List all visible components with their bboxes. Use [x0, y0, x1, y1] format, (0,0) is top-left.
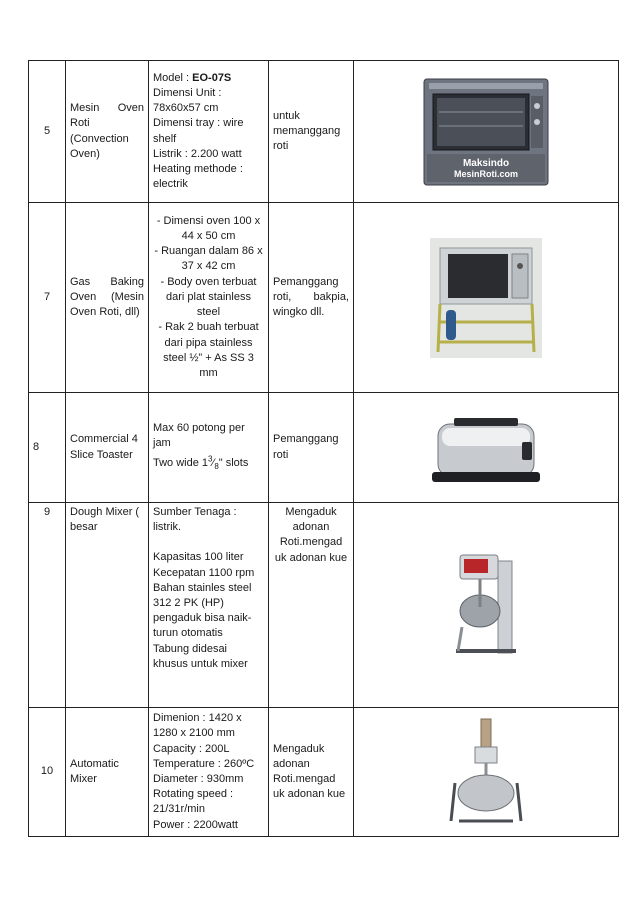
image-caption-brand: Maksindo	[462, 157, 510, 169]
dough-mixer-icon	[450, 551, 522, 659]
equipment-use: Mengaduk adonan Roti.mengad uk adonan kue	[269, 708, 354, 837]
automatic-mixer-icon	[449, 717, 523, 827]
equipment-name: Automatic Mixer	[66, 708, 149, 837]
row-number: 10	[29, 708, 66, 837]
spec-line-2: Two wide $1^3⁄_8$" slots	[153, 454, 249, 472]
equipment-name: Dough Mixer ( besar	[66, 503, 149, 708]
equipment-name: Commercial 4 Slice Toaster	[66, 393, 149, 503]
equipment-name: Mesin Oven Roti (Convection Oven)	[66, 61, 149, 203]
spec-line-1: Max 60 potong per jam	[153, 421, 245, 449]
equipment-image	[354, 708, 619, 837]
convection-oven-icon	[423, 78, 549, 186]
row-number: 7	[29, 203, 66, 393]
spec-model-label: Model :	[153, 71, 193, 84]
equipment-use: Pemanggang roti	[269, 393, 354, 503]
equipment-table	[28, 60, 619, 837]
spec-model-value: EO-07S	[192, 71, 232, 84]
spec-top: Dimenion : 1420 x 1280 x 2100 mm	[153, 712, 242, 740]
equipment-image	[354, 503, 619, 708]
equipment-spec	[149, 393, 269, 503]
equipment-use: Pemanggang roti, bakpia, wingko dll.	[269, 203, 354, 393]
equipment-image	[354, 393, 619, 503]
table-row	[29, 393, 619, 503]
equipment-use: untuk memanggang roti	[269, 61, 354, 203]
spec-details: Dimensi Unit : 78x60x57 cm Dimensi tray : wire shelf Listrik : 2.200 watt Heating methode : electrik	[153, 86, 244, 191]
toaster-icon	[428, 406, 544, 490]
row-number: 8	[29, 393, 66, 503]
equipment-spec	[149, 708, 269, 837]
equipment-image	[354, 203, 619, 393]
gas-baking-oven-icon	[430, 238, 542, 358]
table-row	[29, 61, 619, 203]
equipment-name: Gas Baking Oven (Mesin Oven Roti, dll)	[66, 203, 149, 393]
equipment-spec	[149, 61, 269, 203]
image-caption-site: MesinRoti.com	[453, 168, 519, 179]
equipment-image	[354, 61, 619, 203]
table-row	[29, 708, 619, 837]
row-number: 9	[29, 503, 66, 708]
row-number: 5	[29, 61, 66, 203]
equipment-spec: - Dimensi oven 100 x 44 x 50 cm - Ruangan dalam 86 x 37 x 42 cm - Body oven terbuat dari plat stainless steel - Rak 2 buah terbuat dari pipa stainless steel ½” + As SS 3 mm	[149, 203, 269, 393]
table-row	[29, 503, 619, 708]
equipment-spec	[149, 503, 269, 708]
table-row	[29, 203, 619, 393]
spec-details: Kapasitas 100 liter Kecepatan 1100 rpm Bahan stainles steel 312 2 PK (HP) pengaduk bisa naik-turun otomatis Tabung didesai khusus untuk mixer	[153, 551, 255, 670]
spec-top: Sumber Tenaga : listrik.	[153, 506, 237, 534]
spec-details: Capacity : 200L Temperature : 260ºC Diameter : 930mm Rotating speed : 21/31r/min Power : 2200watt	[153, 742, 255, 831]
equipment-use: Mengaduk adonan Roti.mengad uk adonan kue	[269, 503, 354, 708]
